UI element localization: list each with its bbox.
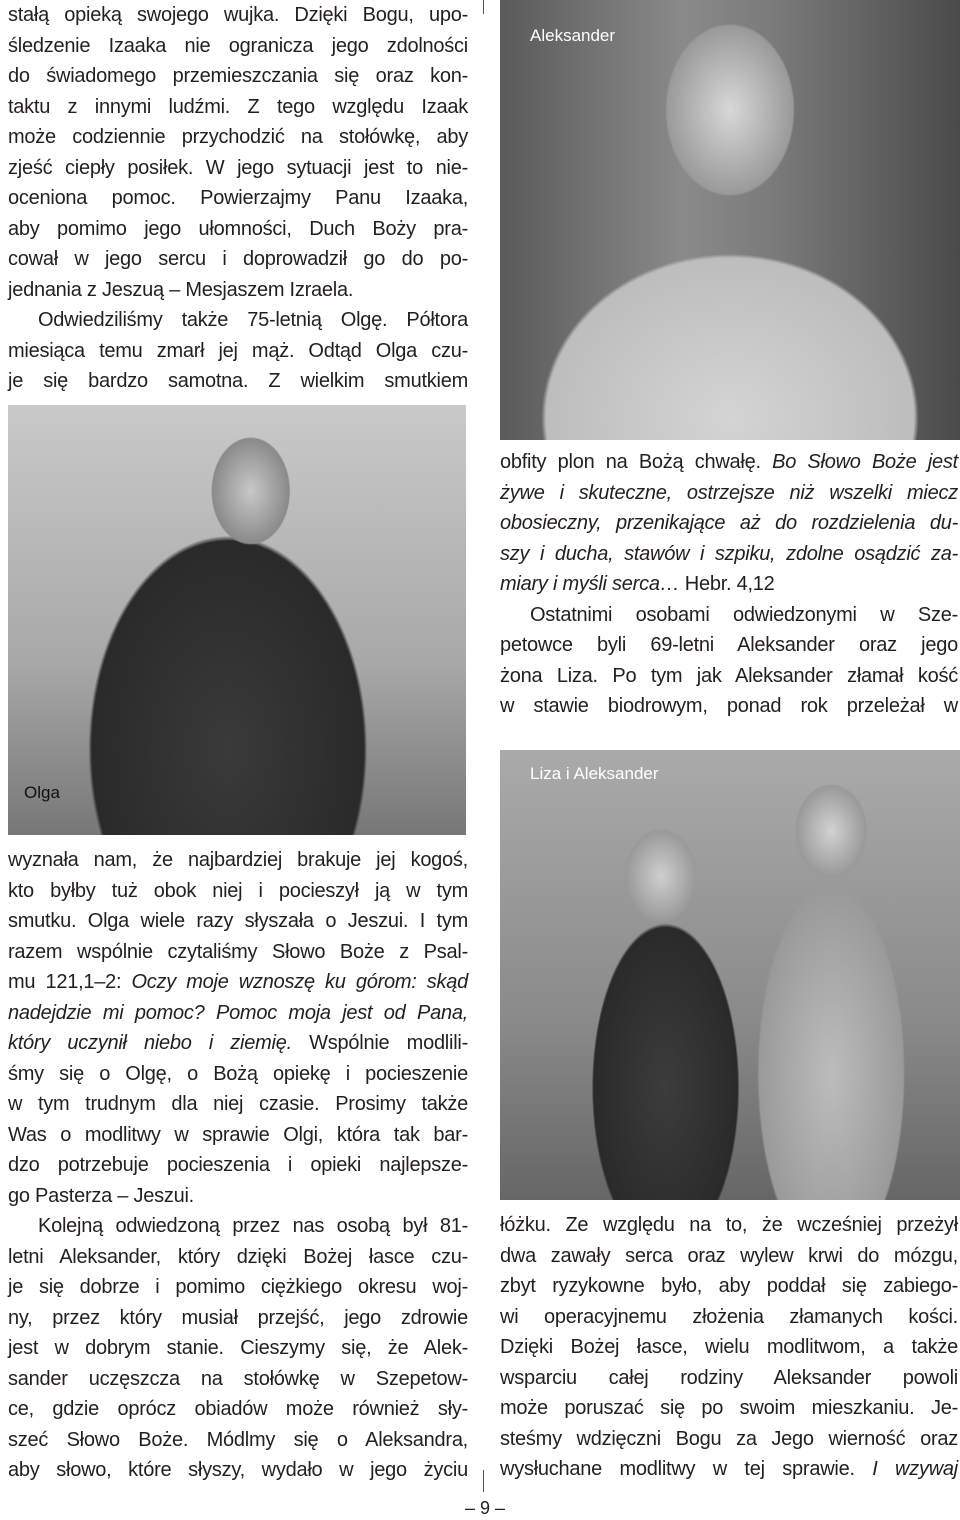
text-run: jest w dobrym stanie. Cieszymy się, że Alek-	[8, 1337, 468, 1359]
text-line	[8, 1333, 468, 1364]
text-run: w tym trudnym dla niej czasie. Prosimy także	[8, 1093, 468, 1115]
italic-quote: szy i ducha, stawów i szpiku, zdolne osądzić za-	[500, 542, 958, 565]
photo-caption: Aleksander	[530, 26, 616, 45]
italic-quote: Bo Słowo Boże jest	[772, 451, 958, 473]
text-run: obfity plon na Bożą chwałę.	[500, 451, 773, 473]
text-line	[8, 0, 468, 31]
text-run: w stawie biodrowym, ponad rok przeleżał w	[500, 695, 958, 717]
text-line	[500, 1393, 958, 1424]
text-run: może poruszać się po swoim mieszkaniu. Je-	[500, 1397, 958, 1419]
italic-quote: który uczynił niebo i ziemię.	[8, 1032, 292, 1054]
text-line	[8, 92, 468, 123]
text-run: Odwiedziliśmy także 75-letnią Olgę. Półtora	[38, 309, 468, 331]
text-line	[500, 691, 958, 722]
text-run: sander uczęszcza na stołówkę w Szepetow-	[8, 1367, 468, 1390]
italic-quote: żywe i skuteczne, ostrzejsze niż wszelki miecz	[500, 481, 958, 504]
text-line	[500, 1241, 958, 1272]
text-run: wysłuchane modlitwy w tej sprawie.	[500, 1458, 873, 1480]
text-line	[8, 366, 468, 397]
text-run: miesiąca temu zmarł jej mąż. Odtąd Olga czu-	[8, 339, 468, 362]
left-column-top-text	[8, 0, 468, 397]
text-line	[500, 447, 958, 478]
left-column-bottom-text	[8, 845, 468, 1486]
right-column-bottom-text	[500, 1210, 958, 1485]
text-run: oceniona pomoc. Powierzajmy Panu Izaaka,	[8, 187, 468, 209]
text-line	[8, 1425, 468, 1456]
text-run: śledzenie Izaaka nie ogranicza jego zdolności	[8, 34, 468, 57]
photo-liza-and-aleksander	[500, 750, 960, 1200]
text-line	[500, 1363, 958, 1394]
text-line	[8, 1089, 468, 1120]
text-run: aby pomimo jego ułomności, Duch Boży pra-	[8, 217, 468, 240]
text-line	[500, 600, 958, 631]
text-run: smutku. Olga wiele razy słyszała o Jeszui. I tym	[8, 910, 468, 932]
text-line	[500, 1210, 958, 1241]
text-line	[500, 569, 958, 600]
right-column-middle-text	[500, 447, 958, 722]
text-line	[500, 1424, 958, 1455]
italic-quote: miary i myśli serca…	[500, 573, 680, 595]
text-line	[500, 1332, 958, 1363]
text-run: Dzięki Bożej łasce, wielu modlitwom, a także	[500, 1336, 958, 1358]
text-line	[8, 336, 468, 367]
text-line	[8, 244, 468, 275]
text-run: kto byłby tuż obok niej i pocieszył ją w tym	[8, 879, 468, 902]
text-run: łóżku. Ze względu na to, że wcześniej przeżył	[500, 1214, 958, 1236]
page-number: – 9 –	[464, 1498, 506, 1518]
photo-olga	[8, 405, 466, 835]
text-run: dzo potrzebuje pocieszenia i opieki najlepsze-	[8, 1154, 468, 1176]
italic-quote: obosieczny, przenikające aż do rozdzielenia du-	[500, 512, 958, 534]
text-line	[8, 1242, 468, 1273]
text-line	[8, 845, 468, 876]
text-run: letni Aleksander, który dzięki Bożej łasce czu-	[8, 1245, 468, 1268]
text-line	[8, 1150, 468, 1181]
text-run: aby słowo, które słyszy, wydało w jego życiu	[8, 1459, 468, 1481]
text-run: zjeść ciepły posiłek. W jego sytuacji jest to nie-	[8, 156, 468, 179]
text-run: razem wspólnie czytaliśmy Słowo Boże z Psal-	[8, 940, 468, 963]
text-line	[8, 1028, 468, 1059]
text-line	[500, 539, 958, 570]
text-run: ce, gdzie oprócz obiadów może również sły-	[8, 1398, 468, 1420]
text-run: śmy się o Olgę, o Bożą opiekę i pocieszenie	[8, 1062, 468, 1085]
text-line	[8, 1059, 468, 1090]
text-line	[500, 661, 958, 692]
text-run: może codziennie przychodzić na stołówkę, aby	[8, 126, 468, 148]
text-line	[500, 630, 958, 661]
photo-aleksander	[500, 0, 960, 440]
text-run: zbyt ryzykowne było, aby poddał się zabiego-	[500, 1275, 958, 1297]
text-run: je się bardzo samotna. Z wielkim smutkiem	[8, 370, 468, 392]
text-line	[8, 937, 468, 968]
text-line	[500, 508, 958, 539]
text-line	[8, 1211, 468, 1242]
text-line	[8, 1394, 468, 1425]
text-run: wi operacyjnemu złożenia złamanych kości.	[500, 1305, 958, 1328]
text-line	[8, 906, 468, 937]
text-line	[500, 1271, 958, 1302]
text-line	[8, 61, 468, 92]
text-line	[500, 1302, 958, 1333]
text-run: cował w jego sercu i doprowadził go do po-	[8, 248, 468, 270]
column-divider-top	[483, 0, 484, 14]
italic-quote: nadejdzie mi pomoc? Pomoc moja jest od Pana,	[8, 1001, 468, 1024]
text-run: ny, przez który musiał przejść, jego zdrowie	[8, 1306, 468, 1329]
text-run: jednania z Jeszuą – Mesjaszem Izraela.	[8, 278, 354, 301]
text-line	[8, 1181, 468, 1212]
text-run: Ostatnimi osobami odwiedzonymi w Sze-	[530, 603, 958, 626]
text-run: mu 121,1–2:	[8, 971, 132, 993]
text-run: stałą opieką swojego wujka. Dzięki Bogu, upo-	[8, 4, 468, 26]
text-line	[8, 305, 468, 336]
text-run: Wspólnie modlili-	[291, 1032, 468, 1054]
text-line	[500, 1454, 958, 1485]
text-run: je się dobrze i pomimo ciężkiego okresu woj-	[8, 1276, 468, 1298]
text-line	[8, 876, 468, 907]
text-line	[8, 1272, 468, 1303]
text-line	[8, 998, 468, 1029]
text-run: dwa zawały serca oraz wylew krwi do mózgu,	[500, 1244, 958, 1267]
photo-caption: Olga	[24, 783, 60, 802]
text-line	[8, 183, 468, 214]
text-run: żona Liza. Po tym jak Aleksander złamał kość	[500, 664, 958, 687]
text-line	[8, 122, 468, 153]
italic-quote: Oczy moje wznoszę ku górom: skąd	[131, 971, 468, 993]
text-run: Was o modlitwy w sprawie Olgi, która tak bar-	[8, 1123, 468, 1146]
text-run: go Pasterza – Jeszui.	[8, 1184, 194, 1207]
text-line	[8, 275, 468, 306]
text-run: szeć Słowo Boże. Módlmy się o Aleksandra,	[8, 1428, 468, 1451]
text-line	[8, 1364, 468, 1395]
column-divider-bottom	[483, 1470, 484, 1492]
text-run: Hebr. 4,12	[679, 573, 775, 595]
text-run: do świadomego przemieszczania się oraz kon-	[8, 65, 468, 87]
text-run: petowce byli 69-letni Aleksander oraz jego	[500, 634, 958, 656]
text-line	[8, 1120, 468, 1151]
text-line	[8, 214, 468, 245]
text-run: wsparciu całej rodziny Aleksander powoli	[500, 1366, 958, 1389]
text-line	[8, 153, 468, 184]
text-line	[500, 478, 958, 509]
italic-quote: I wzywaj	[872, 1458, 958, 1480]
text-line	[8, 1303, 468, 1334]
text-line	[8, 1455, 468, 1486]
text-run: Kolejną odwiedzoną przez nas osobą był 81-	[38, 1215, 468, 1237]
text-run: wyznała nam, że najbardziej brakuje jej kogoś,	[8, 849, 468, 871]
text-run: steśmy wdzięczni Bogu za Jego wierność oraz	[500, 1427, 958, 1450]
text-line	[8, 967, 468, 998]
text-line	[8, 31, 468, 62]
text-run: taktu z innymi ludźmi. Z tego względu Izaak	[8, 95, 468, 118]
photo-caption: Liza i Aleksander	[530, 764, 659, 783]
